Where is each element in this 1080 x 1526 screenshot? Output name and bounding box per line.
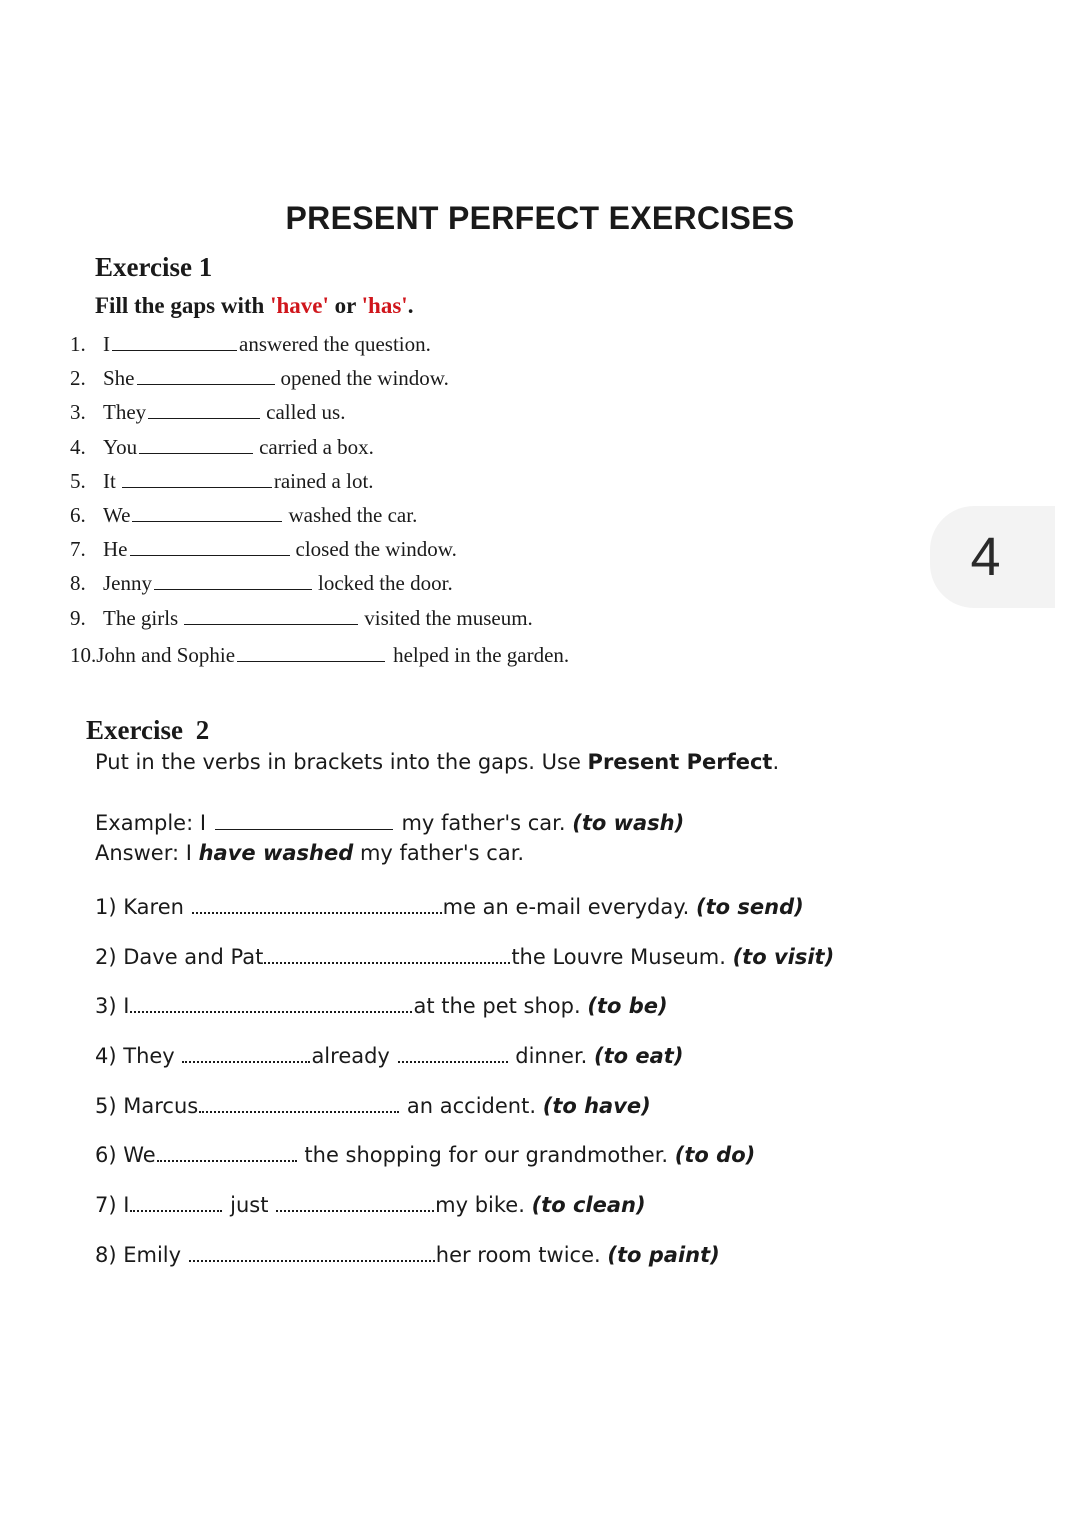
list-item [70, 398, 569, 432]
item-rest: answered the question. [239, 332, 431, 356]
item-number: 3. [70, 400, 86, 425]
item-hint: (to do) [674, 1143, 756, 1168]
list-item [70, 433, 569, 467]
answer-gap[interactable] [137, 367, 275, 385]
item-rest: rained a lot. [273, 468, 374, 493]
item-rest: dinner. [515, 1044, 588, 1069]
item-rest: my bike. [435, 1193, 525, 1218]
item-subject: It [103, 468, 116, 493]
item-subject: Marcus [123, 1093, 199, 1118]
instruction-prefix: Put in the verbs in brackets into the gaps. Use [95, 750, 588, 774]
instruction-suffix: . [407, 293, 414, 318]
item-number: 2. [70, 366, 86, 391]
item-rest: called us. [266, 400, 346, 425]
item-subject: I [123, 1193, 130, 1218]
answer-gap[interactable] [264, 946, 510, 964]
list-item [95, 1191, 834, 1241]
exercise-1-list [70, 330, 569, 675]
item-number: 4) [95, 1044, 117, 1069]
item-rest: visited the museum. [364, 605, 533, 630]
item-rest: an accident. [406, 1093, 537, 1118]
item-subject: We [123, 1143, 156, 1168]
word-has: 'has' [361, 293, 408, 318]
item-hint: (to be) [587, 994, 668, 1019]
answer-gap-2[interactable] [398, 1045, 508, 1063]
item-hint: (to send) [696, 895, 804, 919]
item-hint: (to visit) [732, 944, 835, 969]
answer-gap[interactable] [112, 333, 237, 351]
exercise-1-heading: Exercise 1 [95, 252, 213, 282]
page-title: PRESENT PERFECT EXERCISES [285, 200, 795, 236]
item-number: 1) [95, 895, 117, 919]
example-hint: (to wash) [572, 811, 685, 835]
list-item [95, 1141, 834, 1191]
list-item [70, 604, 569, 638]
list-item [70, 467, 569, 501]
answer-gap[interactable] [154, 572, 312, 590]
item-subject: John and Sophie [96, 642, 236, 667]
item-subject: We [103, 502, 131, 527]
answer-gap[interactable] [192, 896, 442, 914]
item-number: 8. [70, 571, 86, 596]
answer-gap[interactable] [184, 607, 358, 625]
answer-gap-2[interactable] [276, 1194, 434, 1212]
item-number: 6) [95, 1143, 117, 1168]
exercise-2-list [95, 893, 834, 1291]
answer-gap[interactable] [189, 1244, 435, 1262]
answer-gap[interactable] [130, 995, 412, 1013]
item-middle: already [311, 1044, 390, 1069]
list-item [95, 893, 834, 943]
answer-gap[interactable] [157, 1144, 297, 1162]
list-item [70, 501, 569, 535]
answer-gap[interactable] [139, 436, 253, 454]
list-item [70, 569, 569, 603]
answer-bold: have washed [198, 841, 354, 865]
item-number: 10. [70, 642, 97, 667]
item-subject: The girls [103, 605, 179, 630]
item-rest: at the pet shop. [413, 994, 581, 1019]
item-number: 5) [95, 1093, 117, 1118]
list-item [95, 1092, 834, 1142]
item-rest: opened the window. [280, 366, 449, 391]
item-number: 5. [70, 468, 86, 493]
item-hint: (to clean) [531, 1193, 646, 1218]
answer-gap[interactable] [199, 1095, 399, 1113]
item-subject: She [103, 366, 135, 391]
item-hint: (to paint) [607, 1242, 720, 1267]
list-item [70, 364, 569, 398]
list-item [70, 330, 569, 364]
item-number: 2) [95, 944, 117, 969]
example-line [95, 811, 684, 835]
exercise-2-instruction [95, 750, 779, 774]
item-subject: They [123, 1044, 175, 1069]
answer-gap[interactable] [148, 401, 260, 419]
item-hint: (to have) [542, 1093, 651, 1118]
item-subject: I [123, 994, 130, 1019]
list-item [95, 943, 834, 993]
item-rest: the shopping for our grandmother. [304, 1143, 669, 1168]
item-number: 9. [70, 605, 86, 630]
item-number: 1. [70, 332, 86, 356]
item-subject: Dave and Pat [123, 944, 264, 969]
example-rest: my father's car. [401, 811, 566, 835]
item-subject: You [103, 434, 138, 459]
item-subject: They [103, 400, 147, 425]
item-hint: (to eat) [594, 1044, 684, 1069]
item-rest: locked the door. [318, 571, 453, 596]
word-have: 'have' [270, 293, 329, 318]
answer-label: Answer: I [95, 841, 192, 865]
answer-gap[interactable] [130, 1194, 222, 1212]
item-number: 7) [95, 1193, 117, 1218]
list-item [70, 535, 569, 569]
example-label: Example: I [95, 811, 207, 835]
list-item [70, 641, 569, 675]
answer-gap[interactable] [130, 538, 290, 556]
answer-line [95, 841, 524, 865]
exercise-2-heading: Exercise 2 [86, 715, 210, 745]
instruction-bold: Present Perfect [587, 750, 773, 774]
item-number: 4. [70, 434, 86, 459]
item-subject: Emily [123, 1242, 182, 1267]
item-rest: her room twice. [435, 1242, 601, 1267]
instruction-prefix: Fill the gaps with [95, 293, 271, 318]
item-number: 7. [70, 537, 86, 562]
answer-gap[interactable] [122, 470, 272, 488]
answer-gap[interactable] [182, 1045, 310, 1063]
item-rest: helped in the garden. [393, 642, 570, 667]
answer-rest: my father's car. [359, 841, 525, 865]
item-rest: me an e-mail everyday. [442, 895, 690, 919]
list-item [95, 992, 834, 1042]
item-subject: I [103, 332, 110, 356]
answer-gap[interactable] [237, 644, 385, 662]
example-gap [215, 812, 393, 830]
answer-gap[interactable] [132, 504, 282, 522]
item-rest: the Louvre Museum. [511, 944, 726, 969]
item-subject: Karen [123, 895, 184, 919]
item-middle: just [230, 1193, 269, 1218]
item-rest: washed the car. [288, 502, 418, 527]
exercise-1-instruction [95, 293, 413, 319]
list-item [95, 1042, 834, 1092]
item-rest: carried a box. [259, 434, 374, 459]
item-number: 8) [95, 1242, 117, 1267]
item-number: 3) [95, 994, 117, 1019]
page-number: 4 [970, 527, 1001, 587]
page-number-tab [930, 506, 1055, 608]
item-subject: Jenny [103, 571, 152, 596]
instruction-or: or [328, 293, 362, 318]
item-rest: closed the window. [295, 537, 457, 562]
item-subject: He [103, 537, 128, 562]
instruction-suffix: . [772, 750, 780, 774]
item-number: 6. [70, 502, 86, 527]
list-item [95, 1241, 834, 1291]
